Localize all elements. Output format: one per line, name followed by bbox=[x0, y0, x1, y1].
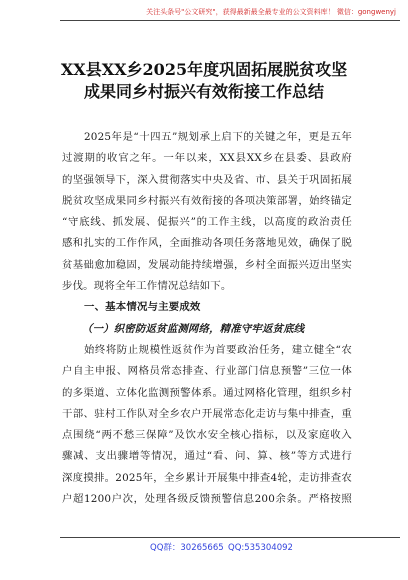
document-title-line-1: XX县XX乡2025年度巩固拓展脱贫攻坚 bbox=[60, 60, 348, 79]
footer-qq-group: QQ群：30265665 bbox=[150, 543, 224, 553]
footer-qq-contact: QQ:535304092 bbox=[228, 543, 293, 553]
body-line: 感和扎实的工作作风，全面推动各项任务落地见效，确保了脱 bbox=[62, 237, 352, 250]
body-line: 过渡期的收官之年。一年以来，XX县XX乡在县委、县政府 bbox=[62, 152, 352, 165]
body-line: 干部、驻村工作队对全乡农户开展常态化走访与集中排查，重 bbox=[62, 407, 352, 420]
body-line: 始终将防止规模性返贫作为首要政治任务，建立健全“农 bbox=[84, 343, 352, 356]
subsection-heading: （一）织密防返贫监测网络，精准守牢返贫底线 bbox=[82, 322, 305, 335]
header-divider bbox=[60, 20, 400, 21]
body-line: 骤减、支出骤增等情况，通过“看、问、算、核”等方式进行 bbox=[62, 450, 352, 463]
body-line: 点围绕“两不愁三保障”及饮水安全核心指标，以及家庭收入 bbox=[62, 429, 352, 442]
body-line: 贫基础愈加稳固，发展动能持续增强，乡村全面振兴迈出坚实 bbox=[62, 258, 352, 271]
document-title-line-2: 成果同乡村振兴有效衔接工作总结 bbox=[83, 82, 324, 101]
body-line: 的多渠道、立体化监测预警体系。通过网格化管理，组织乡村 bbox=[62, 386, 352, 399]
body-line: 户超1200户次，处理各级反馈预警信息200余条。严格按照 bbox=[62, 493, 352, 506]
section-heading: 一、基本情况与主要成效 bbox=[84, 301, 201, 314]
body-line: 脱贫攻坚成果同乡村振兴有效衔接的各项决策部署，始终锚定 bbox=[62, 194, 352, 207]
body-line: “守底线、抓发展、促振兴”的工作主线，以高度的政治责任 bbox=[62, 216, 352, 229]
body-line: 深度摸排。2025年，全乡累计开展集中排查4轮，走访排查农 bbox=[62, 471, 352, 484]
body-line: 步伐。现将全年工作情况总结如下。 bbox=[62, 280, 232, 293]
body-line: 户自主申报、网格员常态排查、行业部门信息预警”三位一体 bbox=[62, 365, 352, 378]
footer-divider bbox=[60, 537, 400, 538]
document-body bbox=[62, 127, 352, 510]
body-line: 的坚强领导下，深入贯彻落实中央及省、市、县关于巩固拓展 bbox=[62, 173, 352, 186]
body-line: 2025年是“十四五”规划承上启下的关键之年，更是五年 bbox=[84, 131, 352, 143]
header-note: 关注头条号"公文研究"，获得最新最全最专业的公文资料库！ 微信：gongwenyj bbox=[146, 8, 396, 16]
